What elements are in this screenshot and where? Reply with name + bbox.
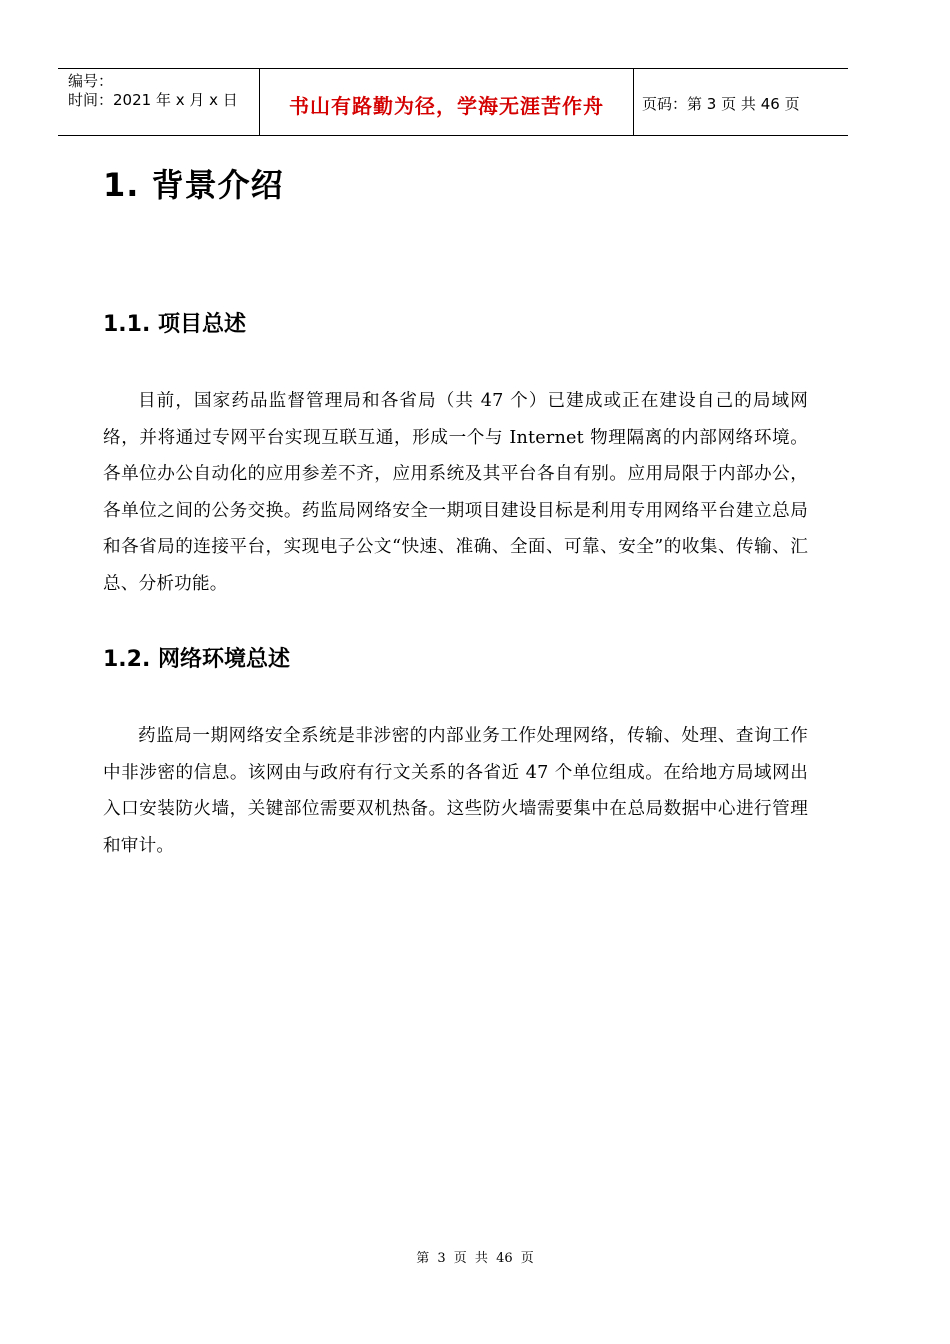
project-overview-paragraph: 目前，国家药品监督管理局和各省局（共 47 个）已建成或正在建设自己的局域网络，并将通过专网平台实现互联互通，形成一个与 Internet 物理隔离的内部网络环境。各单位办公自动化的应用参差不齐，应用系统及其平台各自有别。应用局限于内部办公，各单位之间的公务交换。药监局网络安全一期项目建设目标是利用专用网络平台建立总局和各省局的连接平台，实现电子公文“快速、准确、全面、可靠、安全”的收集、传输、汇总、分析功能。: [103, 391, 808, 594]
footer-mid: 页 共: [453, 1251, 488, 1266]
header-page-prefix: 页码：第: [642, 95, 703, 113]
document-date: 时间：2021 年 x 月 x 日: [68, 91, 238, 109]
header-meta: [58, 69, 260, 135]
page-footer: [0, 1247, 950, 1266]
section-title: 1. 背景介绍: [103, 166, 284, 204]
footer-prefix: 第: [416, 1251, 430, 1266]
footer-suffix: 页: [520, 1251, 534, 1266]
footer-current-page: 3: [437, 1251, 446, 1266]
header-page-total: 46: [760, 94, 780, 113]
network-overview-paragraph: 药监局一期网络安全系统是非涉密的内部业务工作处理网络，传输、处理、查询工作中非涉密的信息。该网由与政府有行文关系的各省近 47 个单位组成。在给地方局域网出入口安装防火墙，关键部位需要双机热备。这些防火墙需要集中在总局数据中心进行管理和审计。: [103, 726, 808, 856]
document-number-label: 编号：: [68, 72, 114, 90]
subsection-title-project-overview: 1.1. 项目总述: [103, 312, 246, 337]
footer-total-pages: 46: [496, 1251, 513, 1266]
header-motto: 书山有路勤为径，学海无涯苦作舟: [260, 69, 634, 135]
page-header: [58, 68, 848, 136]
header-page-suffix: 页: [784, 95, 800, 113]
header-page-number: [634, 69, 848, 135]
subsection-title-network-overview: 1.2. 网络环境总述: [103, 647, 290, 672]
header-page-mid: 页 共: [721, 95, 756, 113]
header-page-current: 3: [706, 94, 717, 113]
